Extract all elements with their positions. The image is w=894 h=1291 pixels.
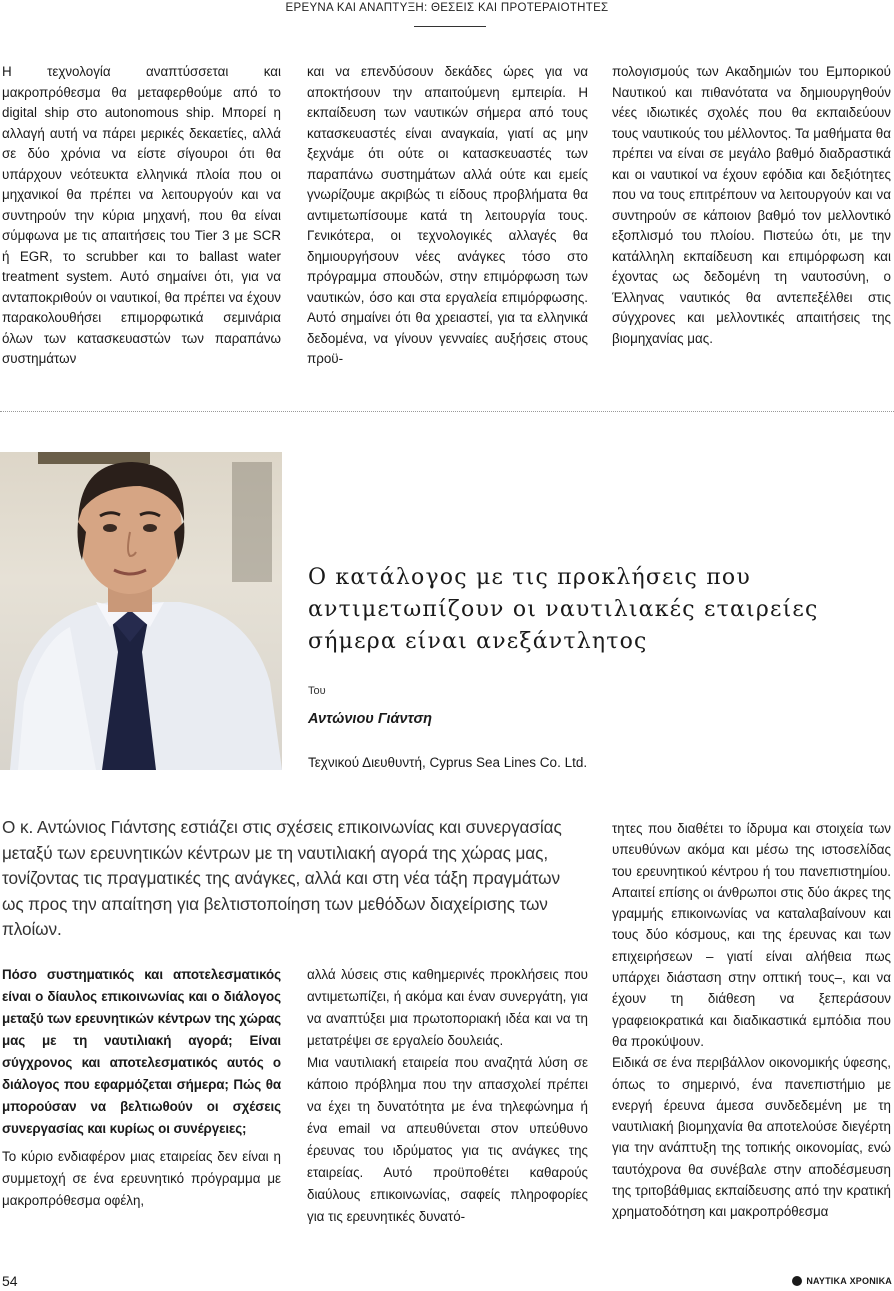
body-column-1 [2,964,281,1212]
body-column-2-paragraph-1: αλλά λύσεις στις καθημερινές προκλήσεις που αντιμετωπίζει, ή ακόμα και έναν συνεργάτη, για να αναπτύξει μια πρωτοποριακή ιδέα και να τη μετατρέψει σε εργαλείο δουλειάς. [307,967,588,1048]
top-column-2-text: και να επενδύσουν δεκάδες ώρες για να αποκτήσουν την απαιτούμενη εμπειρία. Η εκπαίδευση των ναυτικών σήμερα από τους κατασκευαστές είναι αναγκαία, γιατί ας μην ξεχνάμε ότι ούτε οι κατασκευαστές των παραπάνω συστημάτων αλλά ούτε και εμείς γνωρίζουμε ακριβώς τι είδους προβλήματα θα αντιμετωπίσουμε κατά τη λειτουργία τους. Γενικότερα, οι τεχνολογικές αλλαγές θα δημιουργήσουν νέες ανάγκες τόσο στο πρόγραμμα σπουδών, στην επιμόρφωση των ναυτικών, όσο και στα εργαλεία επιμόρφωσης. Αυτό σημαίνει ότι θα χρειαστεί, για τα ελληνικά δεδομένα, να γίνουν γενναίες αυξήσεις στους προϋ- [307,64,588,366]
body-column-3-paragraph-2: Ειδικά σε ένα περιβάλλον οικονομικής ύφεσης, όπως το σημερινό, ένα πανεπιστήμιο με ενεργή έρευνα άμεσα συνδεδεμένη με τη ναυτιλιακή βιομηχανία θα αποτελούσε διεγέρτη για την ανάπτυξη της τοπικής οικονομίας, ενώ ταυτόχρονα θα συνέβαλε στην αποδέσμευση της τριτοβάθμιας εκπαίδευσης από την κρατική χρηματοδότηση και μακροπρόθεσμα [612,1055,891,1220]
author-portrait-illustration [0,452,282,770]
page-number: 54 [2,1273,18,1289]
interview-question: Πόσο συστηματικός και αποτελεσματικός είναι ο δίαυλος επικοινωνίας και ο διάλογος μεταξύ των ερευνητικών κέντρων της χώρας μας με τη ναυτιλιακή αγορά; Είναι σύγχρονος και αποτελεσματικός αυτός ο διάλογος που εφαρμόζεται σήμερα; Πώς θα μπορούσαν να βελτιωθούν οι σχέσεις συνεργασίας και κυρίως οι συνέργειες; [2,967,281,1136]
body-column-2-paragraph-2: Μια ναυτιλιακή εταιρεία που αναζητά λύση σε κάποιο πρόβλημα που την απασχολεί πρέπει να έχει τη δυνατότητα με ένα τηλεφώνημα ή ένα email να απευθύνεται στον υπεύθυνο έρευνας του ιδρύματος για τις ανάγκες της εταιρείας. Αυτό προϋποθέτει καθαρούς διαύλους επικοινωνίας, σαφείς πληροφορίες για τις ερευνητικές δυνατό- [307,1055,588,1224]
top-column-1 [2,62,281,370]
byline-label: Του [308,685,326,697]
top-column-3-text: πολογισμούς των Ακαδημιών του Εμπορικού Ναυτικού και πιθανότατα να δημιουργηθούν νέες ιδιωτικές σχολές που θα εκπαιδεύουν τους ναυτικούς του μέλλοντος. Τα μαθήματα θα πρέπει να είναι σε μεγάλο βαθμό διαδραστικά και οι ναυτικοί να έχουν εφόδια και δεξιότητες που να τους επιτρέπουν να λειτουργούν και να συντηρούν σε κάποιον βαθμό τον μελλοντικό εξοπλισμό του πλοίου. Πιστεύω ότι, με την κατάλληλη εκπαίδευση και επιμόρφωση και έχοντας ως δεδομένη τη ναυτοσύνη, ο Έλληνας ναυτικός θα αντεπεξέλθει στις σύγχρονες και μελλοντικές απαιτήσεις της βιομηχανίας μας. [612,64,891,346]
body-column-2 [307,964,588,1228]
body-column-1-answer: Το κύριο ενδιαφέρον μιας εταιρείας δεν είναι η συμμετοχή σε ένα ερευνητικό πρόγραμμα με μακροπρόθεσμα οφέλη, [2,1149,281,1208]
top-column-2 [307,62,588,370]
body-column-3-paragraph-1: τητες που διαθέτει το ίδρυμα και στοιχεία των υπευθύνων ακόμα και μέσω της ιστοσελίδας του ερευνητικού κέντρου ή του πανεπιστημίου. Απαιτεί επίσης οι άνθρωποι στις δύο άκρες της γραμμής επικοινωνίας να καταλαβαίνουν και τους δύο κόσμους, και της έρευνας και των επιχειρήσεων – γιατί είναι αλήθεια πως υπάρχει διάσταση στην οπτική τους–, και να έχουν τη διάθεση να ξεπεράσουν γραφειοκρατικά και διαδικαστικά εμπόδια που θα προκύψουν. [612,821,891,1049]
publication-brand [792,1276,892,1286]
body-column-3 [612,818,891,1223]
section-divider [0,411,894,412]
running-header: ΕΡΕΥΝΑ ΚΑΙ ΑΝΑΠΤΥΞΗ: ΘΕΣΕΙΣ ΚΑΙ ΠΡΟΤΕΡΑΙΟΤΗΤΕΣ [285,2,609,14]
author-role: Τεχνικού Διευθυντή, Cyprus Sea Lines Co. Ltd. [308,755,588,770]
author-photo [0,452,282,770]
article-title: Ο κατάλογος με τις προκλήσεις που αντιμετωπίζουν οι ναυτιλιακές εταιρείες σήμερα είναι ανεξάντλητος [308,565,819,654]
top-column-3 [612,62,891,349]
author-name: Αντώνιου Γιάντση [308,711,432,727]
lead-paragraph: Ο κ. Αντώνιος Γιάντσης εστιάζει στις σχέσεις επικοινωνίας και συνεργασίας μεταξύ των ερευνητικών κέντρων με τη ναυτιλιακή αγορά της χώρας μας, τονίζοντας τις πραγματικές της ανάγκες, αλλά και στη νέα τάξη πραγμάτων ως προς την απαίτηση για βελτιστοποίηση των μεθόδων διαχείρισης των πλοίων. [2,817,562,939]
brand-logo-icon [792,1276,802,1286]
top-column-1-text: Η τεχνολογία αναπτύσσεται και μακροπρόθεσμα θα μεταφερθούμε από το digital ship στο autonomous ship. Μπορεί η αλλαγή αυτή να πάρει μερικές δεκαετίες, αλλά σε δύο χρόνια να είστε σίγουροι ότι θα υπάρχουν νεότευκτα ελληνικά πλοία που οι μηχανικοί θα πρέπει να λειτουργούν και να συντηρούν την κύρια μηχανή, που θα είναι σύμφωνα με τις απαιτήσεις του Tier 3 με SCR ή EGR, το scrubber και το ballast water treatment system. Αυτό σημαίνει ότι, για να ανταποκριθούν οι ναυτικοί, θα πρέπει να έχουν παρακολουθήσει επιμορφωτικά σεμινάρια όλων των κατασκευαστών των παραπάνω συστημάτων [2,64,281,366]
header-rule [414,26,486,27]
brand-name: ΝΑΥΤΙΚΑ ΧΡΟΝΙΚΑ [806,1276,892,1286]
